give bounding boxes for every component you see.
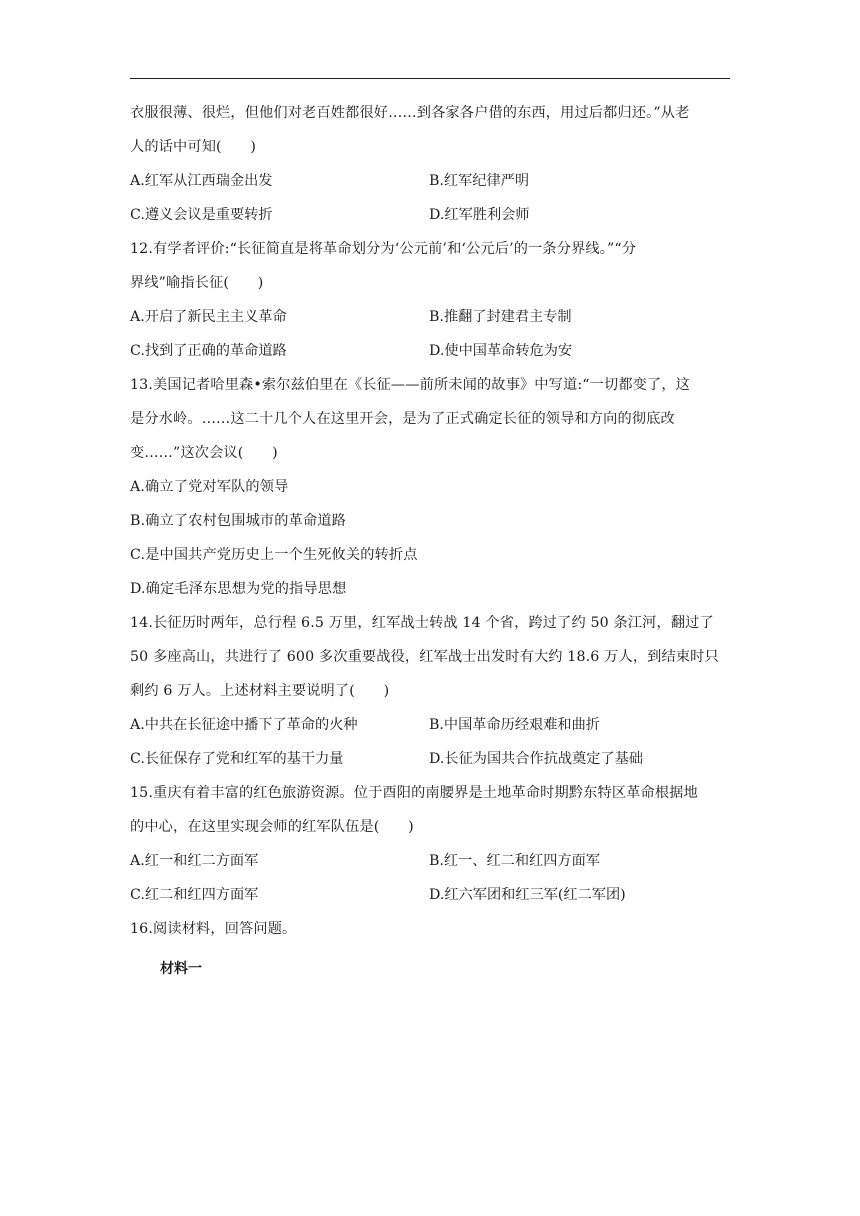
question-text: 的中心，在这里实现会师的红军队伍是( ) [130,819,414,835]
option-a: A.中共在长征途中播下了革命的火种 [130,717,358,733]
option-c: C.是中国共产党历史上一个生死攸关的转折点 [130,547,418,563]
question-14 [130,606,732,776]
question-11 [130,96,732,232]
option-b: B.红军纪律严明 [429,173,530,189]
options-row [130,708,732,742]
question-text: 界线”喻指长征( ) [130,275,264,291]
options-row [130,198,732,232]
options-row [130,844,732,878]
option-d: D.红军胜利会师 [429,207,530,223]
document-content [130,96,732,986]
question-12 [130,232,732,368]
material-label: 材料一 [160,961,202,977]
option-b: B.确立了农村包围城市的革命道路 [130,513,346,529]
question-text: 12.有学者评价:“长征简直是将革命划分为‘公元前’和‘公元后’的一条分界线。”“分 [130,241,637,257]
option-c: C.找到了正确的革命道路 [130,343,287,359]
question-15 [130,776,732,912]
question-16 [130,912,732,986]
options-row [130,742,732,776]
options-row [130,878,732,912]
option-b: B.中国革命历经艰难和曲折 [429,717,600,733]
question-text: 16.阅读材料，回答问题。 [130,921,297,937]
question-text: 衣服很薄、很烂，但他们对老百姓都很好……到各家各户借的东西，用过后都归还。”从老 [130,105,690,121]
option-d: D.使中国革命转危为安 [429,343,573,359]
question-text: 14.长征历时两年，总行程 6.5 万里，红军战士转战 14 个省，跨过了约 50 条江河，翻过了 [130,615,714,631]
option-d: D.红六军团和红三军(红二军团) [429,887,626,903]
question-text: 50 多座高山，共进行了 600 多次重要战役，红军战士出发时有大约 18.6 万人，到结束时只 [130,649,719,665]
question-text: 是分水岭。……这二十几个人在这里开会，是为了正式确定长征的领导和方向的彻底改 [130,411,675,427]
header-rule [130,78,730,79]
question-text: 13.美国记者哈里森•索尔兹伯里在《长征——前所未闻的故事》中写道:“一切都变了，这 [130,377,691,393]
option-a: A.开启了新民主主义革命 [130,309,287,325]
options-row [130,334,732,368]
option-b: B.红一、红二和红四方面军 [429,853,600,869]
option-d: D.长征为国共合作抗战奠定了基础 [429,751,644,767]
option-c: C.遵义会议是重要转折 [130,207,273,223]
option-c: C.红二和红四方面军 [130,887,259,903]
question-text: 剩约 6 万人。上述材料主要说明了( ) [130,683,390,699]
option-d: D.确定毛泽东思想为党的指导思想 [130,581,347,597]
question-13 [130,368,732,606]
question-text: 人的话中可知( ) [130,139,257,155]
question-text: 变……”这次会议( ) [130,445,278,461]
question-text: 15.重庆有着丰富的红色旅游资源。位于酉阳的南腰界是土地革命时期黔东特区革命根据地 [130,785,698,801]
option-b: B.推翻了封建君主专制 [429,309,572,325]
option-a: A.确立了党对军队的领导 [130,479,289,495]
option-c: C.长征保存了党和红军的基干力量 [130,751,344,767]
option-a: A.红一和红二方面军 [130,853,259,869]
options-row [130,164,732,198]
option-a: A.红军从江西瑞金出发 [130,173,273,189]
options-row [130,300,732,334]
